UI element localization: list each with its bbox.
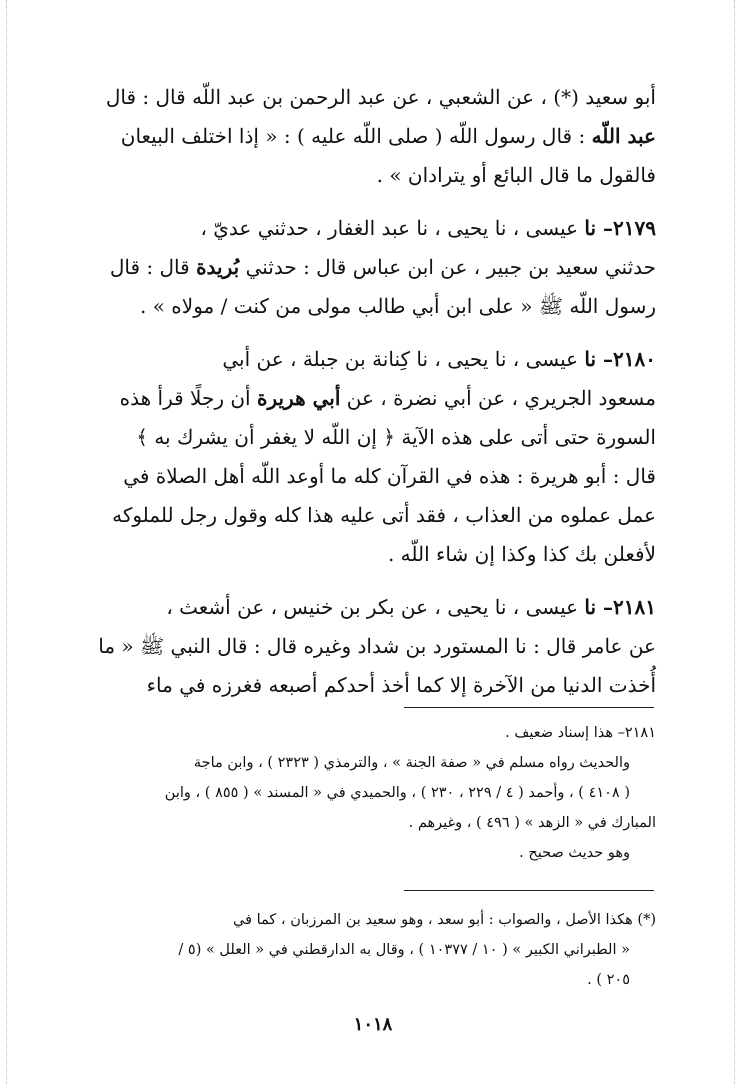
footnote-line: والحديث رواه مسلم في « صفة الجنة » ، والترمذي ( ٢٣٢٣ ) ، وابن ماجة [193, 755, 630, 771]
text-line [52, 248, 656, 287]
footnote-line: « الطبراني الكبير » ( ١٠ / ١٠٣٧٧ ) ، وقال به الدارقطني في « العلل » (٥ / [178, 942, 630, 958]
narrator-name: بُريدة [196, 255, 240, 279]
text-line: السورة حتى أتى على هذه الآية ﴿ إن اللّه لا يغفر أن يشرك به ﴾ [136, 425, 656, 449]
hadith-number: ٢١٨٠– نا [584, 347, 656, 371]
hadith-2180 [52, 340, 656, 574]
text-fragment: عيسى ، نا يحيى ، نا كِنانة بن جبلة ، عن أبي [222, 347, 585, 371]
footnote-line: ٢٠٥ ) . [587, 972, 630, 988]
text-fragment: : قال رسول اللّه ( صلى اللّه عليه ) : « إذا اختلف البيعان [120, 124, 592, 148]
footnote-divider [404, 707, 654, 708]
text-fragment: قال : قال [109, 255, 197, 279]
text-line: لأفعلن بك كذا وكذا إن شاء اللّه . [387, 542, 656, 566]
scan-edge-right [734, 0, 735, 1084]
hadith-2179 [52, 209, 656, 326]
text-fragment: عيسى ، نا يحيى ، نا عبد الغفار ، حدثني عديّ ، [200, 216, 585, 240]
text-line: فالقول ما قال البائع أو يترادان » . [376, 163, 656, 187]
footnote-line: وهو حديث صحيح . [519, 845, 630, 861]
hadith-number: ٢١٧٩– نا [584, 216, 656, 240]
text-line: قال : أبو هريرة : هذه في القرآن كله ما أوعد اللّه أهل الصلاة في [123, 464, 656, 488]
text-line [52, 588, 656, 627]
main-text [52, 78, 656, 719]
text-line: أبو سعيد (*) ، عن الشعبي ، عن عبد الرحمن بن عبد اللّه قال : قال [105, 85, 656, 109]
scan-edge-left [6, 0, 7, 1084]
text-line [52, 340, 656, 379]
footnote-line: ( ٤١٠٨ ) ، وأحمد ( ٤ / ٢٢٩ ، ٢٣٠ ) ، والحميدي في « المسند » ( ٨٥٥ ) ، وابن [164, 785, 630, 801]
hadith-number: ٢١٨١– نا [584, 595, 656, 619]
narrator-name: أبي هريرة [256, 386, 341, 410]
text-fragment: حدثني سعيد بن جبير ، عن ابن عباس قال : حدثني [239, 255, 656, 279]
text-line [52, 209, 656, 248]
footnote-line: ٢١٨١– هذا إسناد ضعيف . [505, 725, 656, 741]
text-line: عمل عملوه من العذاب ، فقد أتى عليه هذا كله وقول رجل للملوكه [112, 503, 656, 527]
text-line [52, 117, 656, 156]
text-line: عن عامر قال : نا المستورد بن شداد وغيره قال : قال النبي ﷺ « ما [98, 634, 656, 658]
text-line: أُخذت الدنيا من الآخرة إلا كما أخذ أحدكم أصبعه فغرزه في ماء [146, 673, 656, 697]
footnote-divider [404, 890, 654, 891]
hadith-2181 [52, 588, 656, 705]
hadith-2178-continuation [52, 78, 656, 195]
narrator-name: عبد اللّه [591, 124, 656, 148]
text-line: رسول اللّه ﷺ « على ابن أبي طالب مولى من كنت / مولاه » . [140, 294, 656, 318]
text-fragment: عيسى ، نا يحيى ، عن بكر بن خنيس ، عن أشعث ، [166, 595, 585, 619]
text-fragment: أن رجلًا قرأ هذه [119, 386, 257, 410]
text-fragment: مسعود الجريري ، عن أبي نضرة ، عن [340, 386, 656, 410]
footnotes-takhrij [60, 718, 656, 868]
footnote-line: المبارك في « الزهد » ( ٤٩٦ ) ، وغيرهم . [408, 815, 656, 831]
text-line [52, 379, 656, 418]
page-number: ١٠١٨ [353, 1014, 393, 1035]
footnote-line: (*) هكذا الأصل ، والصواب : أبو سعد ، وهو سعيد بن المرزبان ، كما في [232, 912, 656, 928]
footnotes-star [60, 905, 656, 995]
